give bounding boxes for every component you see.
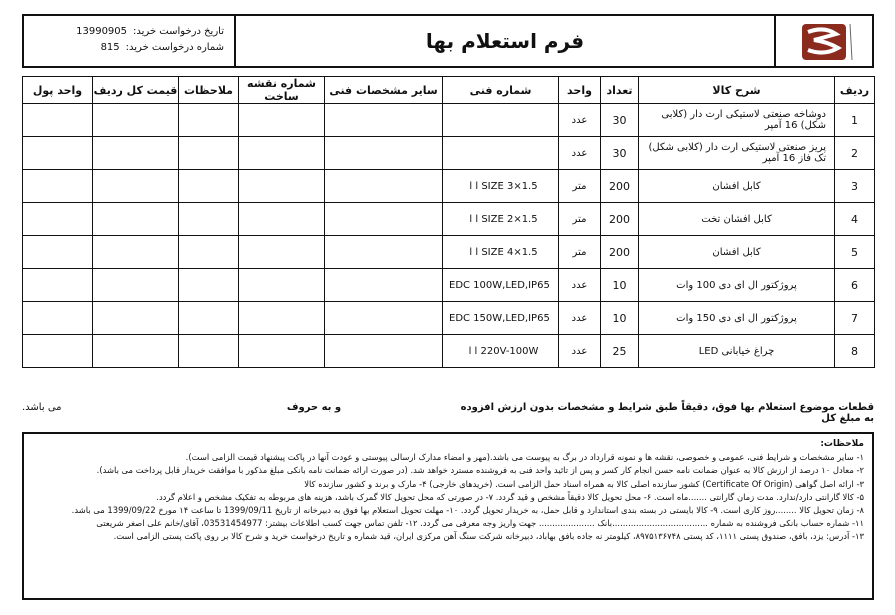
request-number-value: 815 [100,42,120,53]
summary-total-text: قطعات موضوع استعلام بها فوق، دقیقاً طبق شرایط و مشخصات بدون ارزش افزوده به مبلغ کل [460,402,874,424]
col-header-tech-number: شماره فنی [443,77,559,104]
row-unit: عدد [559,335,601,368]
row-description: کابل افشان [639,170,835,203]
row-tech-number: SIZE 3×1.5 ا ا [443,170,559,203]
row-tech-number [443,137,559,170]
summary-in-words-text: و به حروف [286,402,342,413]
row-other-specs[interactable] [325,170,443,203]
row-remarks[interactable] [179,335,239,368]
row-quantity: 25 [601,335,639,368]
form-page [22,14,874,602]
row-quantity: 30 [601,137,639,170]
row-unit: عدد [559,302,601,335]
items-table-wrap [22,76,874,368]
row-unit: متر [559,203,601,236]
row-total-price[interactable] [93,170,179,203]
row-description: پروژکتور ال ای دی 150 وات [639,302,835,335]
row-drawing-number[interactable] [239,236,325,269]
request-number-row [34,40,224,56]
summary-end-text: می باشد. [22,402,62,413]
company-logo-icon [778,16,872,66]
notes-title: ملاحظات: [820,439,864,449]
row-tech-number: EDC 150W,LED,IP65 [443,302,559,335]
row-description: پریز صنعتی لاستیکی ارت دار (کلابی شکل) تک فاز 16 آمپر [639,137,835,170]
form-header [22,14,874,68]
request-date-value: 13990905 [76,26,128,37]
items-table [22,76,875,368]
col-header-description: شرح کالا [639,77,835,104]
row-currency[interactable] [23,104,93,137]
row-index: 2 [835,137,875,170]
note-item: ۸- زمان تحویل کالا ........روز کاری است. ۹- کالا بایستی در بسته بندی استاندارد و قابل حمل، به خریدار تحویل گردد. ۱۰- مهلت تحویل استعلام بها فوق به دبیرخانه از تاریخ 1399/09/11 تا ساعت ۱۴ مورخ 1399/09/22 می باشد. [71,505,864,516]
row-total-price[interactable] [93,203,179,236]
note-item: ۱- سایر مشخصات و شرایط فنی، عمومی و خصوصی، نقشه ها و نمونه قرارداد در برگ به پیوست می باشد.(مهر و امضاء مدارک ارسالی پیوستی و عودت آنها در پاکت پیشنهاد قیمت الزامی است). [185,452,864,463]
row-unit: متر [559,170,601,203]
page-title: فرم استعلام بها [234,16,774,66]
table-row [23,203,875,236]
col-header-currency: واحد پول [23,77,93,104]
row-remarks[interactable] [179,137,239,170]
row-currency[interactable] [23,335,93,368]
row-quantity: 10 [601,269,639,302]
row-currency[interactable] [23,170,93,203]
row-description: پروژکتور ال ای دی 100 وات [639,269,835,302]
row-index: 1 [835,104,875,137]
row-remarks[interactable] [179,269,239,302]
row-remarks[interactable] [179,236,239,269]
row-description: چراغ خیابانی LED [639,335,835,368]
row-drawing-number[interactable] [239,203,325,236]
total-summary [22,402,874,424]
note-item: ۲- معادل ۱۰ درصد از ارزش کالا به عنوان ضمانت نامه حسن انجام کار کسر و پس از تائید واحد فنی به فروشنده مسترد خواهد شد. (در صورت ارائه ضمانت نامه بانکی مبلغ مذکور با موافقت خریدار قابل پرداخت می باشد). [96,465,864,476]
row-total-price[interactable] [93,302,179,335]
row-unit: عدد [559,137,601,170]
row-quantity: 200 [601,170,639,203]
table-row [23,269,875,302]
row-remarks[interactable] [179,170,239,203]
row-quantity: 200 [601,203,639,236]
row-drawing-number[interactable] [239,335,325,368]
row-description: دوشاخه صنعتی لاستیکی ارت دار (کلابی شکل) 16 آمپر [639,104,835,137]
col-header-row-total: قیمت کل ردیف [93,77,179,104]
row-index: 7 [835,302,875,335]
row-tech-number: SIZE 2×1.5 ا ا [443,203,559,236]
table-row [23,302,875,335]
row-drawing-number[interactable] [239,170,325,203]
request-info [24,16,234,66]
row-tech-number: SIZE 4×1.5 ا ا [443,236,559,269]
row-other-specs[interactable] [325,137,443,170]
row-total-price[interactable] [93,335,179,368]
row-index: 4 [835,203,875,236]
row-currency[interactable] [23,302,93,335]
row-currency[interactable] [23,137,93,170]
table-row [23,137,875,170]
company-logo [774,16,872,66]
request-number-label: شماره درخواست خرید: [125,42,224,53]
row-tech-number: 220V-100W ا ا [443,335,559,368]
row-quantity: 200 [601,236,639,269]
row-other-specs[interactable] [325,104,443,137]
notes-box [22,432,874,600]
row-total-price[interactable] [93,104,179,137]
row-other-specs[interactable] [325,203,443,236]
table-header-row [23,77,875,104]
note-item: ۳- ارائه اصل گواهی (Certificate Of Origin) کشور سازنده اصلی کالا به همراه اسناد حمل الزامی است. (خریدهای خارجی) ۴- مارک و برند و کشور سازنده کالا [304,478,864,489]
row-drawing-number[interactable] [239,269,325,302]
table-row [23,170,875,203]
request-date-row [34,24,224,40]
row-other-specs[interactable] [325,236,443,269]
row-quantity: 30 [601,104,639,137]
row-remarks[interactable] [179,104,239,137]
col-header-other-specs: سایر مشخصات فنی [325,77,443,104]
table-row [23,335,875,368]
row-index: 3 [835,170,875,203]
row-other-specs[interactable] [325,335,443,368]
row-remarks[interactable] [179,203,239,236]
row-drawing-number[interactable] [239,104,325,137]
row-other-specs[interactable] [325,269,443,302]
table-row [23,236,875,269]
row-description: کابل افشان تخت [639,203,835,236]
row-currency[interactable] [23,236,93,269]
col-header-drawing-number: شماره نقشه ساخت [239,77,325,104]
col-header-unit: واحد [559,77,601,104]
row-description: کابل افشان [639,236,835,269]
request-date-label: تاریخ درخواست خرید: [133,26,224,37]
row-drawing-number[interactable] [239,137,325,170]
row-total-price[interactable] [93,236,179,269]
row-unit: عدد [559,269,601,302]
table-row [23,104,875,137]
row-total-price[interactable] [93,269,179,302]
row-drawing-number[interactable] [239,302,325,335]
note-item: ۱۳- آدرس: یزد، بافق، صندوق پستی ۱۱۱۱، کد پستی ۸۹۷۵۱۳۶۷۴۸، کیلومتر نه جاده بافق بهاباد، دبیرخانه شرکت سنگ آهن مرکزی ایران، قید شماره و تاریخ درخواست خرید و شرح کالا بر روی پاکت پستی الزامی است. [113,531,864,542]
row-index: 5 [835,236,875,269]
row-index: 8 [835,335,875,368]
row-currency[interactable] [23,269,93,302]
row-currency[interactable] [23,203,93,236]
col-header-quantity: تعداد [601,77,639,104]
row-total-price[interactable] [93,137,179,170]
row-other-specs[interactable] [325,302,443,335]
row-tech-number: EDC 100W,LED,IP65 [443,269,559,302]
row-tech-number [443,104,559,137]
col-header-remarks: ملاحظات [179,77,239,104]
row-index: 6 [835,269,875,302]
note-item: ۱۱- شماره حساب بانکی فروشنده به شماره ....................................بانک ..................... جهت واریز وجه معرفی می گردد. ۱۲- تلفن تماس جهت کسب اطلاعات بیشتر: 03531454977، آقای/خانم علی اصغر شریعتی [96,518,864,529]
row-remarks[interactable] [179,302,239,335]
col-header-index: ردیف [835,77,875,104]
row-unit: متر [559,236,601,269]
note-item: ۵- کالا گارانتی دارد/ندارد. مدت زمان گارانتی .......ماه است. ۶- محل تحویل کالا دقیقاً مشخص و قید گردد. ۷- در صورتی که محل تحویل کالا گمرک باشد، هزینه های مربوطه به تفکیک مشخص و اعلام گردد. [156,491,864,502]
row-unit: عدد [559,104,601,137]
row-quantity: 10 [601,302,639,335]
